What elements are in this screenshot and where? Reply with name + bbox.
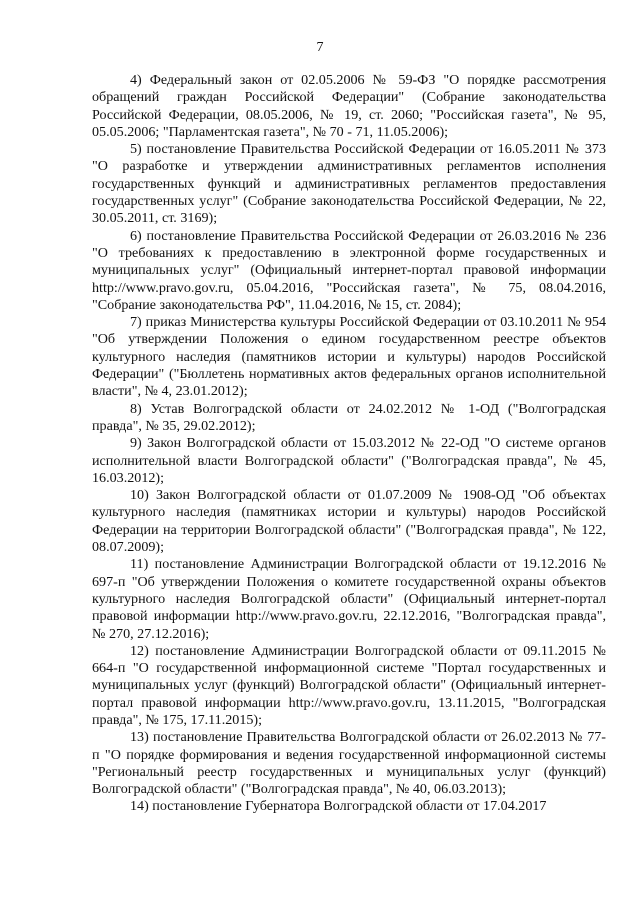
paragraph-item-10: 10) Закон Волгоградской области от 01.07.2009 № 1908-ОД "Об объектах культурного наследия (памятниках истории и культуры) народов Российской Федерации на территории Волгоградской области" ("Волгоградская правда", № 122, 08.07.2009); <box>92 487 606 556</box>
paragraph-item-5: 5) постановление Правительства Российской Федерации от 16.05.2011 № 373 "О разработке и утверждении административных регламентов исполнения государственных функций и административных регламентов предоставления государственных услуг" (Собрание законодательства Российской Федерации, № 22, 30.05.2011, ст. 3169); <box>92 141 606 227</box>
paragraph-item-11: 11) постановление Администрации Волгоградской области от 19.12.2016 № 697-п "Об утверждении Положения о комитете государственной охраны объектов культурного наследия Волгоградской области" (Официальный интернет-портал правовой информации http://www.pravo.gov.ru, 22.12.2016, "Волгоградская правда", № 270, 27.12.2016); <box>92 556 606 642</box>
page-number: 7 <box>316 40 324 55</box>
paragraph-item-12: 12) постановление Администрации Волгоградской области от 09.11.2015 № 664-п "О государственной информационной системе "Портал государственных и муниципальных услуг (функций) Волгоградской области" (Официальный интернет-портал правовой информации http://www.pravo.gov.ru, 13.11.2015, "Волгоградская правда", № 175, 17.11.2015); <box>92 642 606 728</box>
paragraph-item-6: 6) постановление Правительства Российской Федерации от 26.03.2016 № 236 "О требованиях к предоставлению в электронной форме государственных и муниципальных услуг" (Официальный интернет-портал правовой информации http://www.pravo.gov.ru, 05.04.2016, "Российская газета", № 75, 08.04.2016, "Собрание законодательства РФ", 11.04.2016, № 15, ст. 2084); <box>92 227 606 313</box>
paragraph-item-7: 7) приказ Министерства культуры Российской Федерации от 03.10.2011 № 954 "Об утверждении Положения о едином государственном реестре объектов культурного наследия (памятников истории и культуры) народов Российской Федерации" ("Бюллетень нормативных актов федеральных органов исполнительной власти", № 4, 23.01.2012); <box>92 314 606 400</box>
paragraph-item-8: 8) Устав Волгоградской области от 24.02.2012 № 1-ОД ("Волгоградская правда", № 35, 29.02.2012); <box>92 400 606 434</box>
document-body <box>92 72 606 816</box>
paragraph-item-14: 14) постановление Губернатора Волгоградской области от 17.04.2017 <box>130 798 547 815</box>
paragraph-item-9: 9) Закон Волгоградской области от 15.03.2012 № 22-ОД "О системе органов исполнительной власти Волгоградской области" ("Волгоградская правда", № 45, 16.03.2012); <box>92 435 606 486</box>
paragraph-item-13: 13) постановление Правительства Волгоградской области от 26.02.2013 № 77-п "О порядке формирования и ведения государственной информационной системы "Региональный реестр государственных и муниципальных услуг (функций) Волгоградской области" ("Волгоградская правда", № 40, 06.03.2013); <box>92 729 606 798</box>
paragraph-item-4: 4) Федеральный закон от 02.05.2006 № 59-ФЗ "О порядке рассмотрения обращений граждан Российской Федерации" (Собрание законодательства Российской Федерации, 08.05.2006, № 19, ст. 2060; "Российская газета", № 95, 05.05.2006; "Парламентская газета", № 70 - 71, 11.05.2006); <box>92 72 606 140</box>
